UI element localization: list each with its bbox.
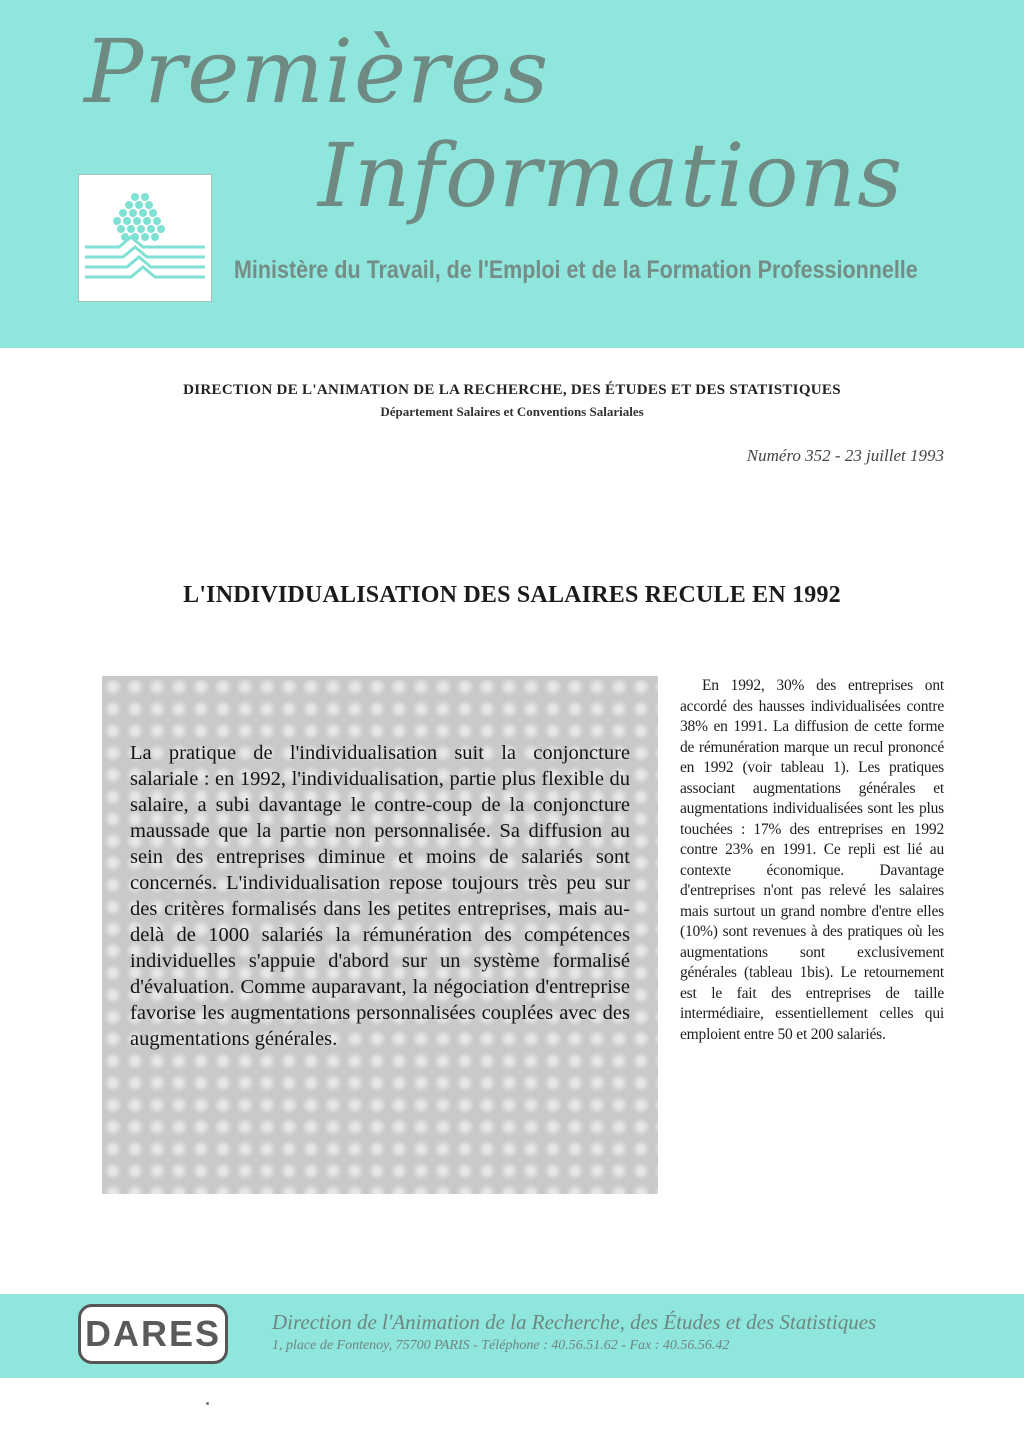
footer-banner: [0, 1294, 1024, 1378]
direction-heading: DIRECTION DE L'ANIMATION DE LA RECHERCHE, DES ÉTUDES ET DES STATISTIQUES: [183, 382, 841, 398]
ministry-logo-icon: [78, 174, 212, 302]
abstract-text: La pratique de l'individualisation suit la conjoncture salariale : en 1992, l'individualisation, partie plus flexible du salaire, a subi davantage le contre-coup de la conjoncture maussade que la partie non personnalisée. Sa diffusion au sein des entreprises diminue et moins de salariés sont concernés. L'individualisation repose toujours très peu sur des critères formalisés dans les petites entreprises, mais au-delà de 1000 salariés la rémunération des compétences individuelles s'appuie d'abord sur un système formalisé d'évaluation. Comme auparavant, la négociation d'entreprise favorise les augmentations personnalisées couplées avec des augmentations générales.: [130, 742, 630, 1050]
article-headline: L'INDIVIDUALISATION DES SALAIRES RECULE EN 1992: [183, 582, 841, 608]
abstract-box: [102, 676, 658, 1194]
header-banner: [0, 0, 1024, 348]
article-body-column: En 1992, 30% des entreprises ont accordé des hausses individualisées contre 38% en 1991. La diffusion de cette forme de rémunération marque un recul prononcé en 1992 (voir tableau 1). Les pratiques associant augmentations générales et augmentations individualisées sont les plus touchées : 17% des entreprises en 1992 contre 23% en 1991. Ce repli est lié au contexte économique. Davantage d'entreprises n'ont pas relevé les salaires mais surtout un grand nombre d'entre elles (10%) sont revenues à des pratiques où les augmentations sont exclusivement générales (tableau 1bis). Le retournement est le fait des entreprises de taille intermédiaire, essentiellement celles qui emploient entre 50 et 200 salariés.: [680, 677, 944, 1043]
department-subheading: Département Salaires et Conventions Salariales: [380, 404, 644, 419]
ministry-name: Ministère du Travail, de l'Emploi et de la Formation Professionnelle: [234, 256, 918, 284]
footer-organization: Direction de l'Animation de la Recherche, des Études et des Statistiques: [272, 1310, 877, 1334]
ministry-logo-graphic: [79, 175, 211, 301]
publication-title-premieres: Premières: [84, 20, 550, 123]
footer-address: 1, place de Fontenoy, 75700 PARIS - Téléphone : 40.56.51.62 - Fax : 40.56.56.42: [272, 1338, 730, 1353]
publication-title-informations: Informations: [318, 124, 904, 227]
scan-speck: [206, 1402, 209, 1405]
dares-logo: DARES: [78, 1304, 228, 1364]
issue-number-date: Numéro 352 - 23 juillet 1993: [746, 446, 944, 465]
